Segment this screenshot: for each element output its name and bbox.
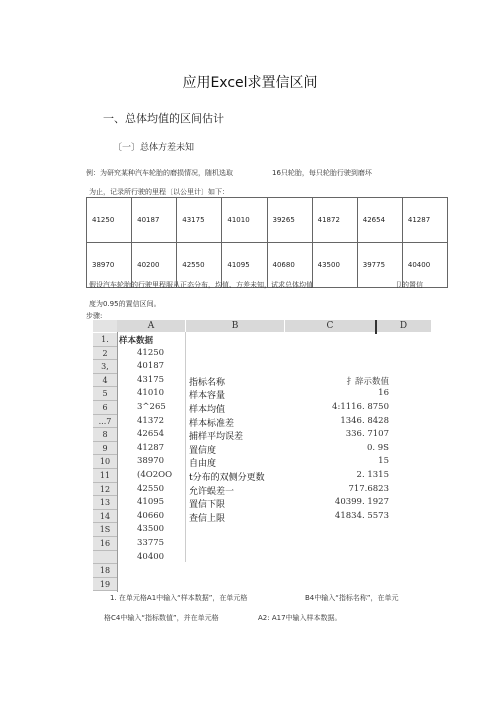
row-number: 8 — [93, 428, 117, 442]
sheet-cell-a: 42654 — [137, 429, 165, 440]
sheet-cell-c: 16 — [378, 388, 389, 399]
sheet-cell-b: 置信下限 — [189, 500, 226, 511]
example-text-part2: 16只轮胎，每只轮胎行驶到磨坏 — [272, 169, 372, 177]
steps-label: 步骤: — [86, 312, 103, 320]
row-number — [93, 551, 117, 565]
sheet-cell-a: 42550 — [137, 483, 165, 494]
sheet-cell-a: 40660 — [137, 510, 165, 521]
step1-text-line2-part1: 格C4中输入“指标数值”，并在单元格 — [104, 614, 219, 622]
table-cell: 41287 — [402, 198, 447, 243]
table-cell: 41250 — [87, 198, 132, 243]
example-text-part1: 例：为研究某种汽车轮胎的磨损情况，随机选取 — [86, 169, 233, 177]
sheet-cell-c: 2. 1315 — [356, 470, 389, 480]
sheet-cell-b: 置信度 — [189, 445, 217, 456]
step1-text-part1: 1. 在单元格A1中输入“样本数据”，在单元格 — [110, 594, 248, 602]
row-number: 14 — [93, 510, 117, 524]
sheet-cell-c: 1346. 8428 — [340, 415, 389, 426]
corner-header — [93, 320, 117, 332]
sheet-cell-c: 4:1116. 8750 — [332, 402, 389, 412]
sheet-cell-c: 0. 9S — [366, 442, 389, 453]
sheet-cell-c: 717.6823 — [348, 483, 389, 494]
table-cell: 41010 — [222, 198, 267, 243]
row-number: 9 — [93, 442, 117, 456]
sheet-cell-a: 41372 — [137, 415, 165, 426]
sheet-cell-b: 样本容量 — [189, 391, 226, 402]
row-number: 5 — [93, 387, 117, 401]
assumption-text-part2: 卩的置信 — [395, 281, 423, 289]
column-header-a: A — [117, 320, 185, 332]
row-header-border — [117, 332, 118, 592]
sheet-cell-a: 41250 — [137, 347, 165, 358]
row-number: 12 — [93, 483, 117, 497]
table-cell: 43175 — [177, 198, 222, 243]
sheet-cell-c: 41834. 5573 — [334, 510, 389, 521]
sheet-cell-a: 3^265 — [137, 402, 166, 412]
column-header-d: D — [376, 320, 431, 332]
table-cell: 39265 — [267, 198, 312, 243]
sheet-cell-b: t分布的双侧分更数 — [189, 473, 265, 483]
sheet-cell-b: 样本标准差 — [189, 418, 235, 429]
table-cell: 43500 — [312, 243, 357, 288]
step1-text-line2-part2: A2: A17中输入样本数据。 — [258, 614, 342, 622]
row-number: 16 — [93, 537, 117, 551]
sheet-cell-a: (4O2OO — [137, 470, 173, 480]
row-number: 19 — [93, 578, 117, 592]
sheet-cell-a: 41287 — [137, 442, 165, 453]
sheet-cell-c: 扌辞示数值 — [346, 376, 389, 387]
table-cell: 40200 — [132, 243, 177, 288]
example-text-line2: 为止，记录所行驶的里程〔以公里计〕如下： — [89, 188, 229, 196]
column-a-border — [185, 332, 186, 562]
document-title: 应用Excel求置信区间 — [182, 75, 318, 91]
column-header-c: C — [285, 320, 375, 332]
spreadsheet-screenshot — [93, 320, 431, 592]
sheet-cell-a: 40187 — [137, 361, 165, 372]
sheet-cell-b: 指标名称 — [189, 377, 226, 388]
sheet-cell-a: 43500 — [137, 524, 165, 535]
table-cell: 39775 — [357, 243, 402, 288]
sheet-cell-c: 336. 7107 — [345, 429, 389, 440]
table-cell: 41872 — [312, 198, 357, 243]
sheet-cell-b: 允许蜈差一 — [189, 486, 235, 497]
row-number: 1S — [93, 523, 117, 537]
table-cell: 40680 — [267, 243, 312, 288]
row-number: 1. — [93, 333, 117, 347]
assumption-text-part1: 假设汽车轮胎的行驶里程服从正态分布，均值、方差未知，试求总体均值 — [89, 281, 313, 289]
sheet-cell-b: 查信上限 — [189, 513, 226, 524]
table-cell: 42654 — [357, 198, 402, 243]
section-heading: 一、总体均值的区间估计 — [103, 112, 224, 125]
subsection-heading: 〔一〕总体方差未知 — [113, 143, 195, 153]
column-divider-cursor — [375, 320, 377, 334]
row-number: 10 — [93, 455, 117, 469]
table-row — [87, 198, 448, 243]
sheet-cell-a: 41095 — [137, 497, 165, 508]
sheet-cell-a: 33775 — [137, 538, 165, 548]
table-cell: 38970 — [87, 243, 132, 288]
sheet-cell-a: 41010 — [137, 388, 165, 399]
confidence-text: 度为0.95的置信区间。 — [89, 300, 161, 308]
sheet-cell-a: 38970 — [137, 456, 165, 467]
sheet-cell-b: 自由度 — [189, 459, 217, 470]
row-number: 18 — [93, 564, 117, 578]
table-cell: 40187 — [132, 198, 177, 243]
table-cell: 41095 — [222, 243, 267, 288]
sheet-cell-a: 40400 — [137, 551, 165, 562]
table-cell: 42550 — [177, 243, 222, 288]
table-cell: 40400 — [402, 243, 447, 288]
sheet-cell-c: 40399. 1927 — [334, 497, 389, 508]
sheet-cell-a: 样本数据 — [119, 336, 154, 346]
row-number: ...7 — [93, 415, 117, 429]
mileage-data-table — [86, 197, 448, 288]
step1-text-part2: B4中输入“指标名称”，在单元 — [305, 594, 399, 602]
sheet-cell-b: 样本均值 — [189, 405, 226, 415]
sheet-cell-c: 15 — [378, 456, 389, 467]
row-number: 3, — [93, 360, 117, 374]
row-number: 11 — [93, 469, 117, 483]
row-number: 4 — [93, 374, 117, 388]
sheet-cell-a: 43175 — [137, 374, 165, 385]
row-number: 13 — [93, 496, 117, 510]
column-header-b: B — [186, 320, 284, 332]
row-number: 6 — [93, 401, 117, 415]
row-number: 2 — [93, 347, 117, 361]
sheet-cell-b: 捕样平均误差 — [189, 432, 244, 443]
